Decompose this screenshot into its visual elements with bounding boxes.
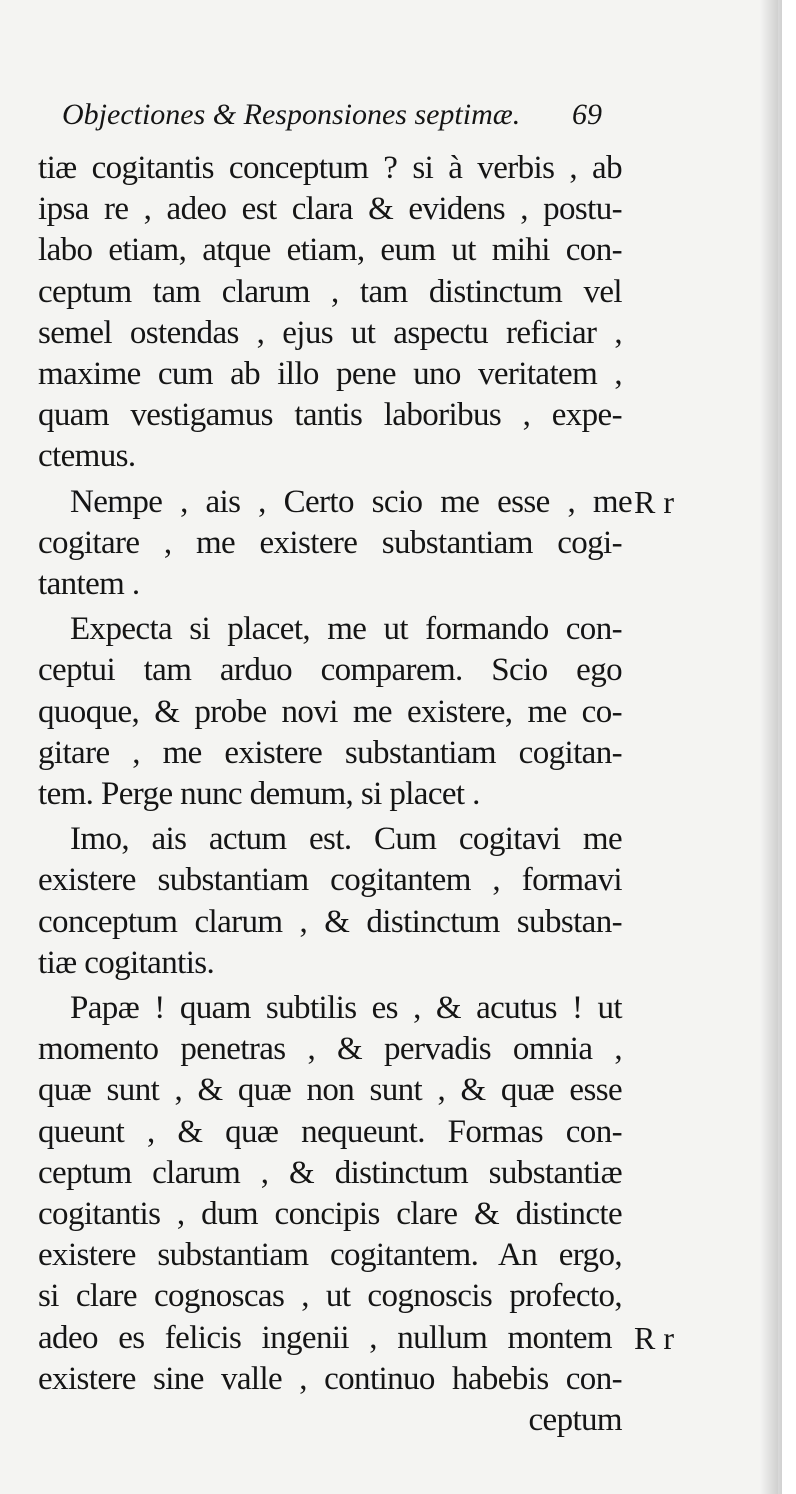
text-line: Nempe , ais , Certo scio me esse , me (70, 483, 632, 520)
text-line: tiæ cogitantis conceptum ? si à verbis , ab (38, 150, 622, 186)
text-line: quæ sunt , & quæ non sunt , & quæ esse (38, 1072, 622, 1109)
text-line: Imo, ais actum est. Cum cogitavi me (70, 821, 622, 858)
text-line: quoque, & probe novi me existere, me co- (38, 693, 622, 730)
text-line: gitare , me existere substantiam cogitan- (38, 734, 622, 771)
text-line: tantem . (38, 566, 140, 602)
text-line: maxime cum ab illo pene uno veritatem , (38, 356, 622, 392)
text-line: cogitantis , dum concipis clare & distincte (38, 1196, 622, 1232)
text-line: ipsa re , adeo est clara & evidens , postu- (38, 191, 622, 228)
text-line: tem. Perge nunc demum, si placet . (38, 776, 480, 812)
running-title: Objectiones & Responsiones septimæ. (62, 98, 521, 131)
text-line: conceptum clarum , & distinctum substan- (38, 903, 622, 940)
text-line: queunt , & quæ nequeunt. Formas con- (38, 1113, 622, 1150)
page-number: 69 (572, 98, 602, 131)
margin-note: R r (634, 483, 674, 520)
text-line: Expecta si placet, me ut formando con- (70, 611, 622, 648)
text-line: quam vestigamus tantis laboribus , expe- (38, 397, 622, 434)
text-line: labo etiam, atque etiam, eum ut mihi con- (38, 232, 622, 269)
text-line: existere substantiam cogitantem. An ergo, (38, 1237, 622, 1274)
page-edge-shadow (760, 0, 782, 1494)
margin-note: R r (634, 1319, 674, 1356)
text-line: semel ostendas , ejus ut aspectu reficiar , (38, 314, 622, 351)
running-header (62, 98, 602, 142)
text-line: cogitare , me existere substantiam cogi- (38, 524, 622, 561)
text-line: existere sine valle , continuo habebis con- (38, 1360, 622, 1397)
text-line: ceptum tam clarum , tam distinctum vel (38, 273, 622, 310)
text-line: si clare cognoscas , ut cognoscis profecto, (38, 1278, 622, 1315)
text-line: Papæ ! quam subtilis es , & acutus ! ut (70, 990, 622, 1026)
catchword: ceptum (528, 1402, 622, 1438)
text-line: momento penetras , & pervadis omnia , (38, 1031, 622, 1068)
text-line: existere substantiam cogitantem , formavi (38, 862, 622, 899)
text-line: adeo es felicis ingenii , nullum montem (38, 1319, 612, 1356)
text-line: ctemus. (38, 438, 136, 475)
text-line: tiæ cogitantis. (38, 944, 215, 981)
text-line: ceptum clarum , & distinctum substantiæ (38, 1154, 622, 1191)
text-line: ceptui tam arduo comparem. Scio ego (38, 652, 622, 689)
